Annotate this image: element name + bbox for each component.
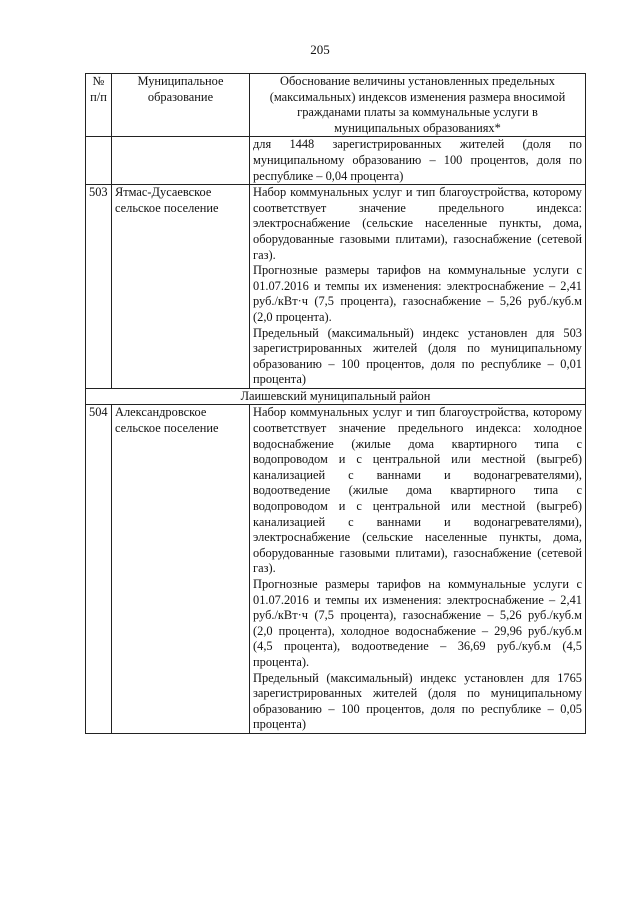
continuation-text-cell <box>250 137 586 185</box>
row-paragraph-tariffs: Прогнозные размеры тарифов на коммунальные услуги с 01.07.2016 и темпы их изменения: электроснабжение – 2,41 руб./кВт·ч (7,5 процента), газоснабжение – 5,26 руб./куб.м (2,0 процента). <box>253 263 582 324</box>
district-heading: Лаишевский муниципальный район <box>86 388 586 405</box>
row-paragraph-index: Предельный (максимальный) индекс установлен для 1765 зарегистрированных жителей (доля по муниципальному образованию – 100 процентов, доля по республике – 0,05 процента) <box>253 670 582 732</box>
continuation-row <box>86 137 586 185</box>
row-paragraph-index: Предельный (максимальный) индекс установлен для 503 зарегистрированных жителей (доля по муниципальному образованию – 100 процентов, доля по республике – 0,01 процента) <box>253 325 582 387</box>
continuation-municipality-cell <box>112 137 250 185</box>
continuation-num-cell <box>86 137 112 185</box>
header-num: № п/п <box>86 74 112 137</box>
header-municipality: Муниципальное образование <box>112 74 250 137</box>
header-justification: Обоснование величины установленных предельных (максимальных) индексов изменения размера вносимой гражданами платы за коммунальные услуги в муниципальных образованиях* <box>250 74 586 137</box>
row-municipality: Александровское сельское поселение <box>112 405 250 733</box>
tariff-index-table <box>85 73 586 734</box>
row-municipality: Ятмас-Дусаевское сельское поселение <box>112 185 250 389</box>
row-paragraph-services: Набор коммунальных услуг и тип благоустройства, которому соответствует значение предельного индекса: холодное водоснабжение (жилые дома квартирного типа с водопроводом и с центральной или местной (выгреб) канализацией с ваннами и водонагревателями), водоотведение (жилые дома квартирного типа с водопроводом и с центральной или местной (выгреб) канализацией с ваннами и водонагревателями), электроснабжение (сельские населенные пункты, дома, оборудованные газовыми плитами), газоснабжение (сетевой газ). <box>253 405 582 576</box>
page-number: 205 <box>310 42 330 57</box>
table-row <box>86 185 586 389</box>
table-row <box>86 405 586 733</box>
row-justification <box>250 185 586 389</box>
row-paragraph-services: Набор коммунальных услуг и тип благоустройства, которому соответствует значение предельного индекса: электроснабжение (сельские населенные пункты, дома, оборудованные газовыми плитами), газоснабжение (сетевой газ). <box>253 185 582 262</box>
row-number: 503 <box>86 185 112 389</box>
table-header-row <box>86 74 586 137</box>
continuation-text: для 1448 зарегистрированных жителей (доля по муниципальному образованию – 100 процентов, доля по республике – 0,04 процента) <box>253 137 582 183</box>
district-row <box>86 388 586 405</box>
row-number: 504 <box>86 405 112 733</box>
row-paragraph-tariffs: Прогнозные размеры тарифов на коммунальные услуги с 01.07.2016 и темпы их изменения: электроснабжение – 2,41 руб./кВт·ч (7,5 процента), газоснабжение – 5,26 руб./куб.м (2,0 процента), холодное водоснабжение – 29,96 руб./куб.м (4,5 процента), водоотведение – 36,69 руб./куб.м (4,5 процента). <box>253 577 582 669</box>
row-justification <box>250 405 586 733</box>
